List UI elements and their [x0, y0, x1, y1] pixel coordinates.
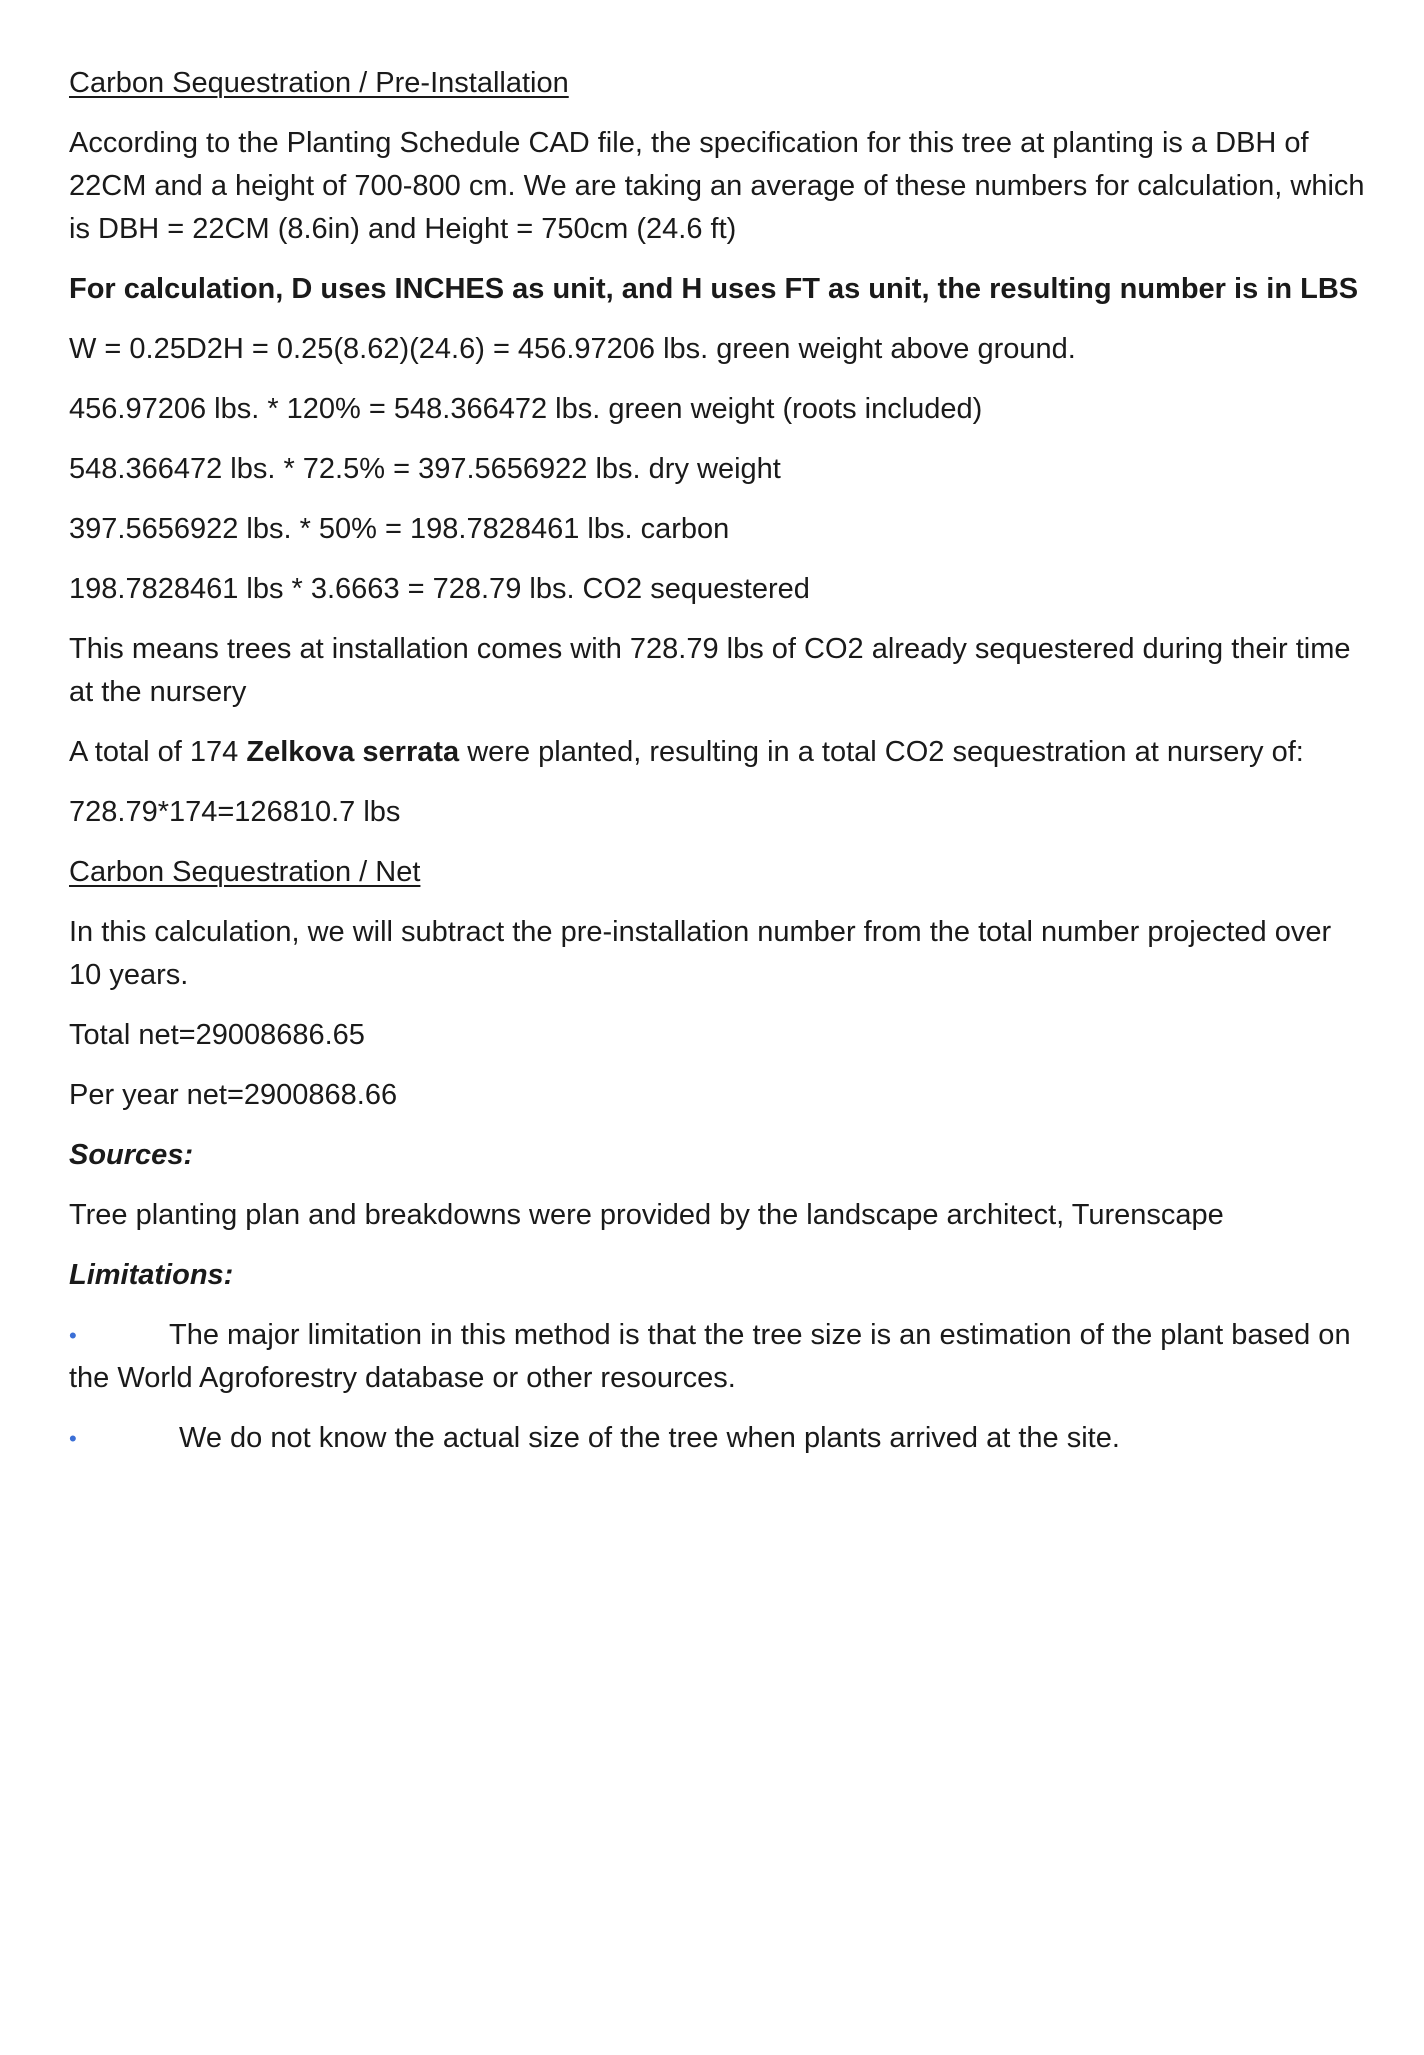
total-suffix: were planted, resulting in a total CO2 sequestration at nursery of:: [459, 736, 1304, 768]
document-page: [69, 62, 1369, 1477]
section-heading-pre-installation: [69, 62, 1369, 105]
net-intro-paragraph: In this calculation, we will subtract the pre-installation number from the total number projected over 10 years.: [69, 916, 1332, 991]
intro-paragraph: According to the Planting Schedule CAD file, the specification for this tree at planting is a DBH of 22CM and a height of 700-800 cm. We are taking an average of these numbers for calculation, which is DBH = 22CM (8.6in) and Height = 750cm (24.6 ft): [69, 127, 1365, 245]
calc-line-3: 548.366472 lbs. * 72.5% = 397.5656922 lbs. dry weight: [69, 453, 781, 485]
limitation-item-2: [69, 1417, 1369, 1460]
meaning-paragraph: This means trees at installation comes with 728.79 lbs of CO2 already sequestered during their time at the nursery: [69, 633, 1351, 708]
limitation-text: The major limitation in this method is that the tree size is an estimation of the plant based on the World Agroforestry database or other resources.: [69, 1319, 1351, 1394]
bullet-icon: •: [69, 1323, 77, 1348]
section-heading-text: Carbon Sequestration / Net: [69, 856, 421, 888]
section-heading-net: [69, 851, 1369, 894]
limitation-item-1: [69, 1314, 1369, 1400]
sources-text: Tree planting plan and breakdowns were provided by the landscape architect, Turenscape: [69, 1199, 1224, 1231]
species-name: Zelkova serrata: [246, 736, 460, 768]
calc-line-4: 397.5656922 lbs. * 50% = 198.7828461 lbs. carbon: [69, 513, 730, 545]
total-calc: 728.79*174=126810.7 lbs: [69, 796, 401, 828]
bullet-icon: •: [69, 1426, 77, 1451]
total-net: Total net=29008686.65: [69, 1019, 365, 1051]
units-note: For calculation, D uses INCHES as unit, and H uses FT as unit, the resulting number is in LBS: [69, 273, 1359, 305]
limitation-text: We do not know the actual size of the tree when plants arrived at the site.: [179, 1422, 1120, 1454]
section-heading-text: Carbon Sequestration / Pre-Installation: [69, 67, 569, 99]
calc-line-5: 198.7828461 lbs * 3.6663 = 728.79 lbs. CO2 sequestered: [69, 573, 810, 605]
calc-line-2: 456.97206 lbs. * 120% = 548.366472 lbs. green weight (roots included): [69, 393, 983, 425]
total-prefix: A total of 174: [69, 736, 247, 768]
sources-heading: Sources:: [69, 1139, 194, 1171]
limitations-heading: Limitations:: [69, 1259, 234, 1291]
total-planted-paragraph: [69, 731, 1369, 774]
per-year-net: Per year net=2900868.66: [69, 1079, 398, 1111]
calc-line-1: W = 0.25D2H = 0.25(8.62)(24.6) = 456.97206 lbs. green weight above ground.: [69, 333, 1076, 365]
